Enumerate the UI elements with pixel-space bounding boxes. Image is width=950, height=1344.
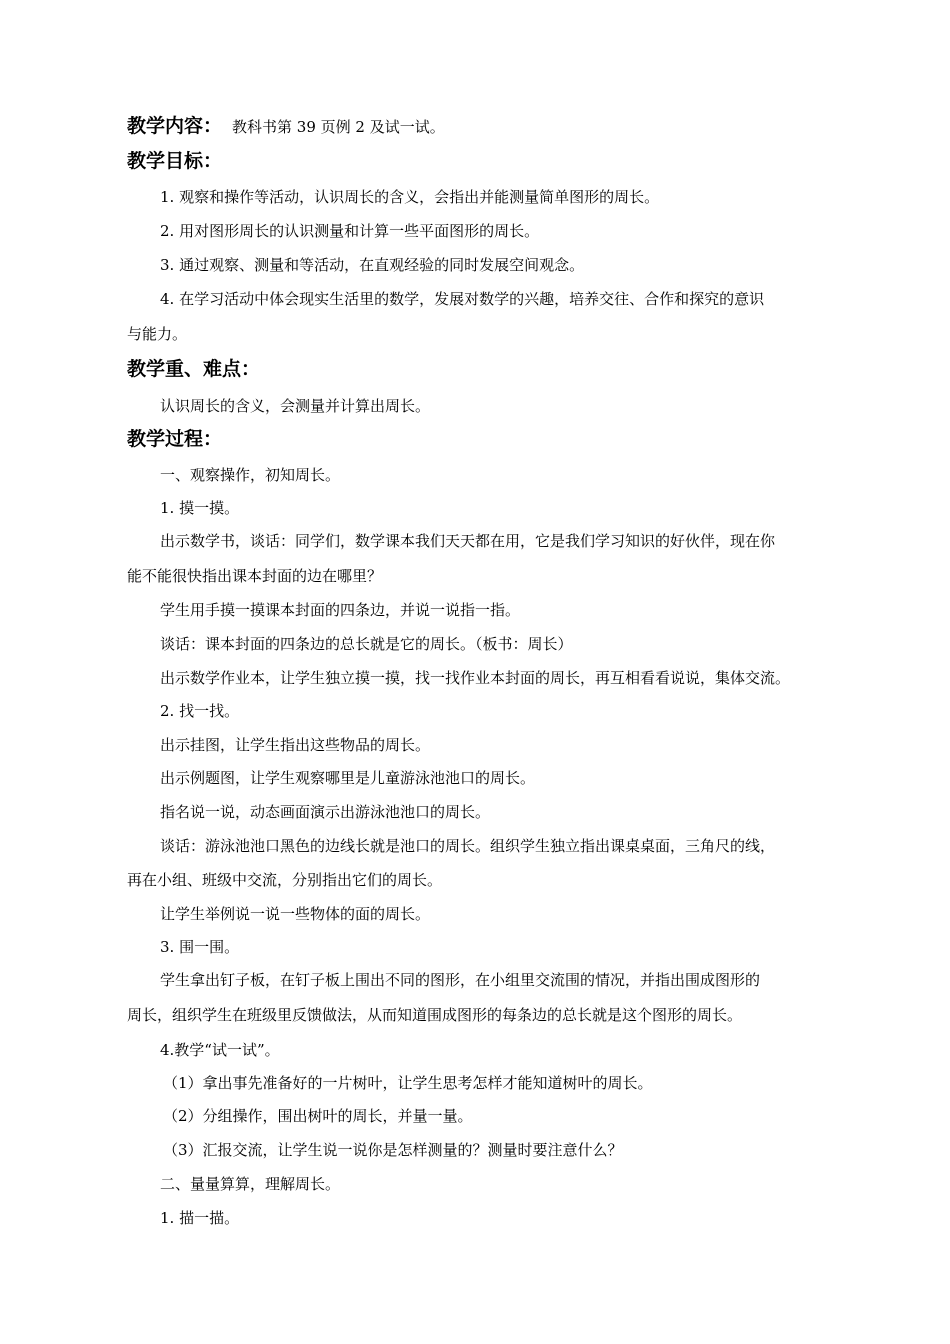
process-line: 4.教学“试一试”。: [160, 1041, 280, 1059]
process-line: 3. 围一围。: [160, 938, 240, 956]
key-text: 认识周长的含义，会测量并计算出周长。: [160, 397, 431, 415]
process-line: （2）分组操作，围出树叶的周长，并量一量。: [163, 1107, 473, 1125]
process-line: 谈话：游泳池池口黑色的边线长就是池口的周长。组织学生独立指出课桌桌面，三角尺的线，: [160, 837, 776, 855]
section-content-heading: [127, 114, 445, 139]
process-line: （1）拿出事先准备好的一片树叶，让学生思考怎样才能知道树叶的周长。: [163, 1074, 653, 1092]
section-goals-heading: 教学目标：: [127, 150, 223, 172]
process-line: 谈话：课本封面的四条边的总长就是它的周长。（板书：周长）: [160, 635, 573, 653]
process-line: 学生拿出钉子板，在钉子板上围出不同的图形，在小组里交流围的情况，并指出围成图形的: [160, 971, 761, 989]
goal-item-4: 4. 在学习活动中体会现实生活里的数学，发展对数学的兴趣，培养交往、合作和探究的意识: [160, 290, 765, 308]
process-line: 让学生举例说一说一些物体的面的周长。: [160, 905, 431, 923]
goal-item-3: 3. 通过观察、测量和等活动，在直观经验的同时发展空间观念。: [160, 256, 585, 274]
process-line: 出示数学作业本，让学生独立摸一摸，找一找作业本封面的周长，再互相看看说说，集体交流。: [160, 669, 791, 687]
process-line: （3）汇报交流，让学生说一说你是怎样测量的？测量时要注意什么？: [163, 1141, 623, 1159]
section-content-text: 教科书第 39 页例 2 及试一试。: [232, 118, 445, 136]
process-line: 一、观察操作，初知周长。: [160, 466, 341, 484]
process-line: 再在小组、班级中交流，分别指出它们的周长。: [127, 871, 443, 889]
process-line: 指名说一说，动态画面演示出游泳池池口的周长。: [160, 803, 491, 821]
process-line: 出示挂图，让学生指出这些物品的周长。: [160, 736, 431, 754]
section-key-heading: 教学重、难点：: [127, 358, 261, 380]
process-line: 二、量量算算，理解周长。: [160, 1175, 341, 1193]
goal-item-4-continued: 与能力。: [127, 325, 188, 343]
section-content-label: 教学内容：: [127, 115, 223, 137]
process-line: 1. 摸一摸。: [160, 499, 240, 517]
goal-item-1: 1. 观察和操作等活动，认识周长的含义，会指出并能测量简单图形的周长。: [160, 188, 660, 206]
process-line: 能不能很快指出课本封面的边在哪里？: [127, 567, 383, 585]
section-process-heading: 教学过程：: [127, 428, 223, 450]
process-line: 学生用手摸一摸课本封面的四条边，并说一说指一指。: [160, 601, 521, 619]
goal-item-2: 2. 用对图形周长的认识测量和计算一些平面图形的周长。: [160, 222, 540, 240]
process-line: 1. 描一描。: [160, 1209, 240, 1227]
process-line: 出示例题图，让学生观察哪里是儿童游泳池池口的周长。: [160, 769, 536, 787]
process-line: 周长，组织学生在班级里反馈做法，从而知道围成图形的每条边的总长就是这个图形的周长。: [127, 1006, 743, 1024]
process-line: 2. 找一找。: [160, 702, 240, 720]
process-line: 出示数学书，谈话：同学们，数学课本我们天天都在用，它是我们学习知识的好伙伴，现在你: [160, 532, 776, 550]
